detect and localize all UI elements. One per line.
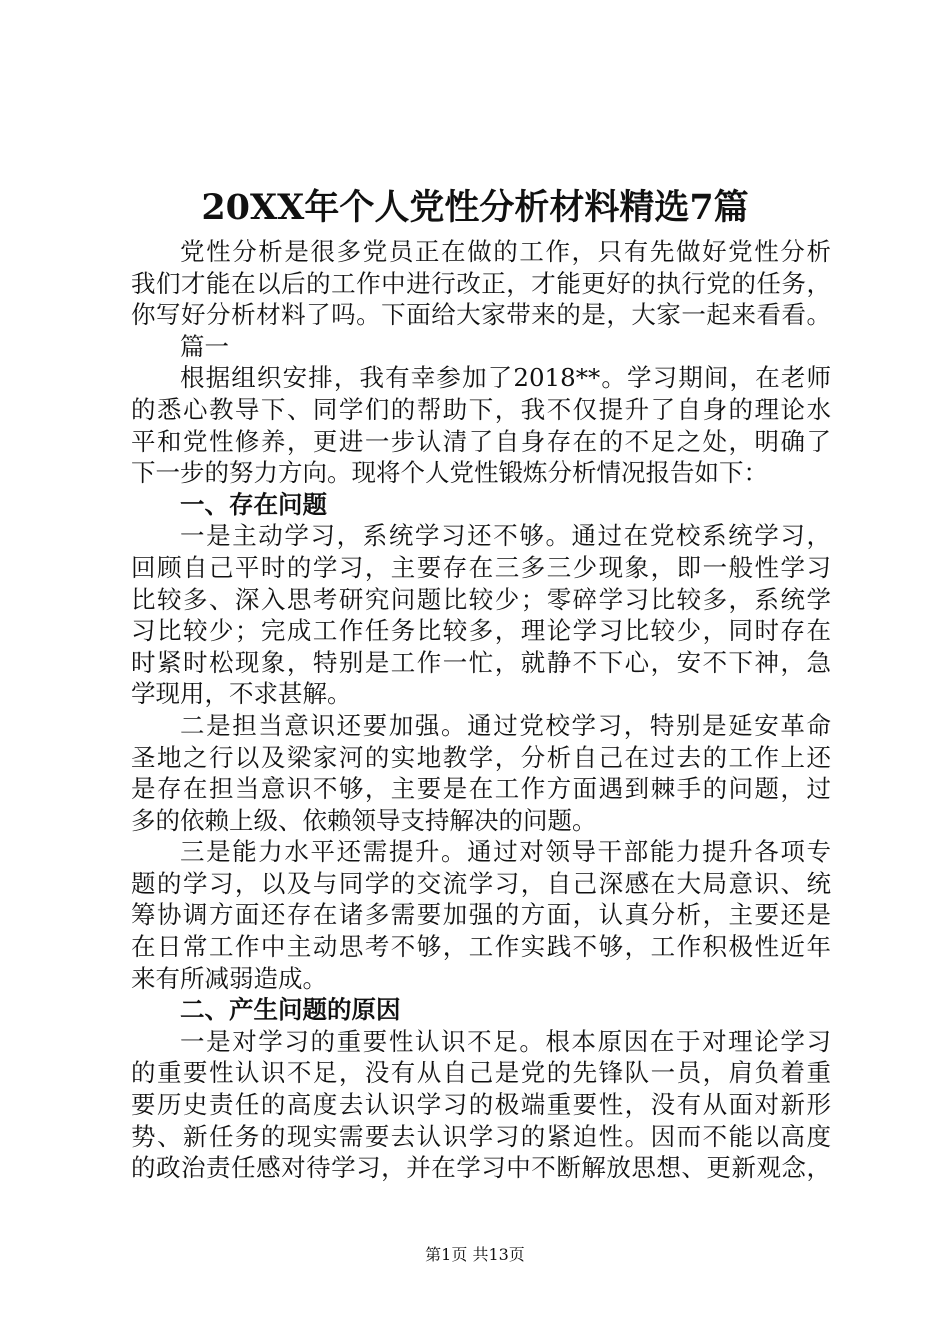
text-line: 学现用，不求甚解。 bbox=[131, 679, 352, 709]
text-line: 党性分析是很多党员正在做的工作，只有先做好党性分析 bbox=[180, 237, 831, 266]
text-line: 圣地之行以及梁家河的实地教学，分析自己在过去的工作上还 bbox=[131, 742, 831, 772]
text-line: 根据组织安排，我有幸参加了2018**。学习期间，在老师 bbox=[180, 363, 831, 393]
text-line: 题的学习，以及与同学的交流学习，自己深感在大局意识、统 bbox=[131, 868, 831, 898]
text-line: 的悉心教导下、同学们的帮助下，我不仅提升了自身的理论水 bbox=[131, 394, 831, 424]
text-line: 来有所减弱造成。 bbox=[131, 963, 327, 993]
text-line: 一是主动学习，系统学习还不够。通过在党校系统学习， bbox=[180, 521, 831, 551]
text-line: 势、新任务的现实需要去认识学习的紧迫性。因而不能以高度 bbox=[131, 1121, 831, 1151]
text-line: 一是对学习的重要性认识不足。根本原因在于对理论学习 bbox=[180, 1026, 831, 1056]
text-line: 多的依赖上级、依赖领导支持解决的问题。 bbox=[131, 805, 597, 835]
text-line: 三是能力水平还需提升。通过对领导干部能力提升各项专 bbox=[180, 837, 831, 867]
text-line: 筹协调方面还存在诸多需要加强的方面，认真分析，主要还是 bbox=[131, 900, 831, 930]
text-line: 二是担当意识还要加强。通过党校学习，特别是延安革命 bbox=[180, 710, 831, 740]
text-line: 平和党性修养，更进一步认清了自身存在的不足之处，明确了 bbox=[131, 426, 831, 456]
text-line: 要历史责任的高度去认识学习的极端重要性，没有从面对新形 bbox=[131, 1090, 831, 1120]
text-line: 我们才能在以后的工作中进行改正，才能更好的执行党的任务， bbox=[131, 268, 831, 298]
text-line: 是存在担当意识不够，主要是在工作方面遇到棘手的问题，过 bbox=[131, 774, 831, 804]
text-line: 在日常工作中主动思考不够，工作实践不够，工作积极性近年 bbox=[131, 932, 831, 962]
page-footer: 第1页 共13页 bbox=[425, 1245, 525, 1264]
text-line: 下一步的努力方向。现将个人党性锻炼分析情况报告如下： bbox=[131, 458, 768, 488]
section-heading: 二、产生问题的原因 bbox=[180, 995, 401, 1025]
text-line: 习比较少；完成工作任务比较多，理论学习比较少，同时存在 bbox=[131, 616, 831, 646]
section-heading: 一、存在问题 bbox=[180, 489, 327, 519]
text-line: 回顾自己平时的学习，主要存在三多三少现象，即一般性学习 bbox=[131, 552, 831, 582]
text-line: 的重要性认识不足，没有从自己是党的先锋队一员，肩负着重 bbox=[131, 1058, 831, 1088]
text-line: 篇一 bbox=[180, 331, 229, 361]
document-title: 20XX年个人党性分析材料精选7篇 bbox=[201, 187, 749, 228]
document-body bbox=[131, 236, 831, 1184]
text-line: 时紧时松现象，特别是工作一忙，就静不下心，安不下神，急 bbox=[131, 647, 831, 677]
text-line: 你写好分析材料了吗。下面给大家带来的是，大家一起来看看。 bbox=[131, 300, 831, 330]
text-line: 比较多、深入思考研究问题比较少；零碎学习比较多，系统学 bbox=[131, 584, 831, 614]
text-line: 的政治责任感对待学习，并在学习中不断解放思想、更新观念， bbox=[131, 1153, 831, 1183]
